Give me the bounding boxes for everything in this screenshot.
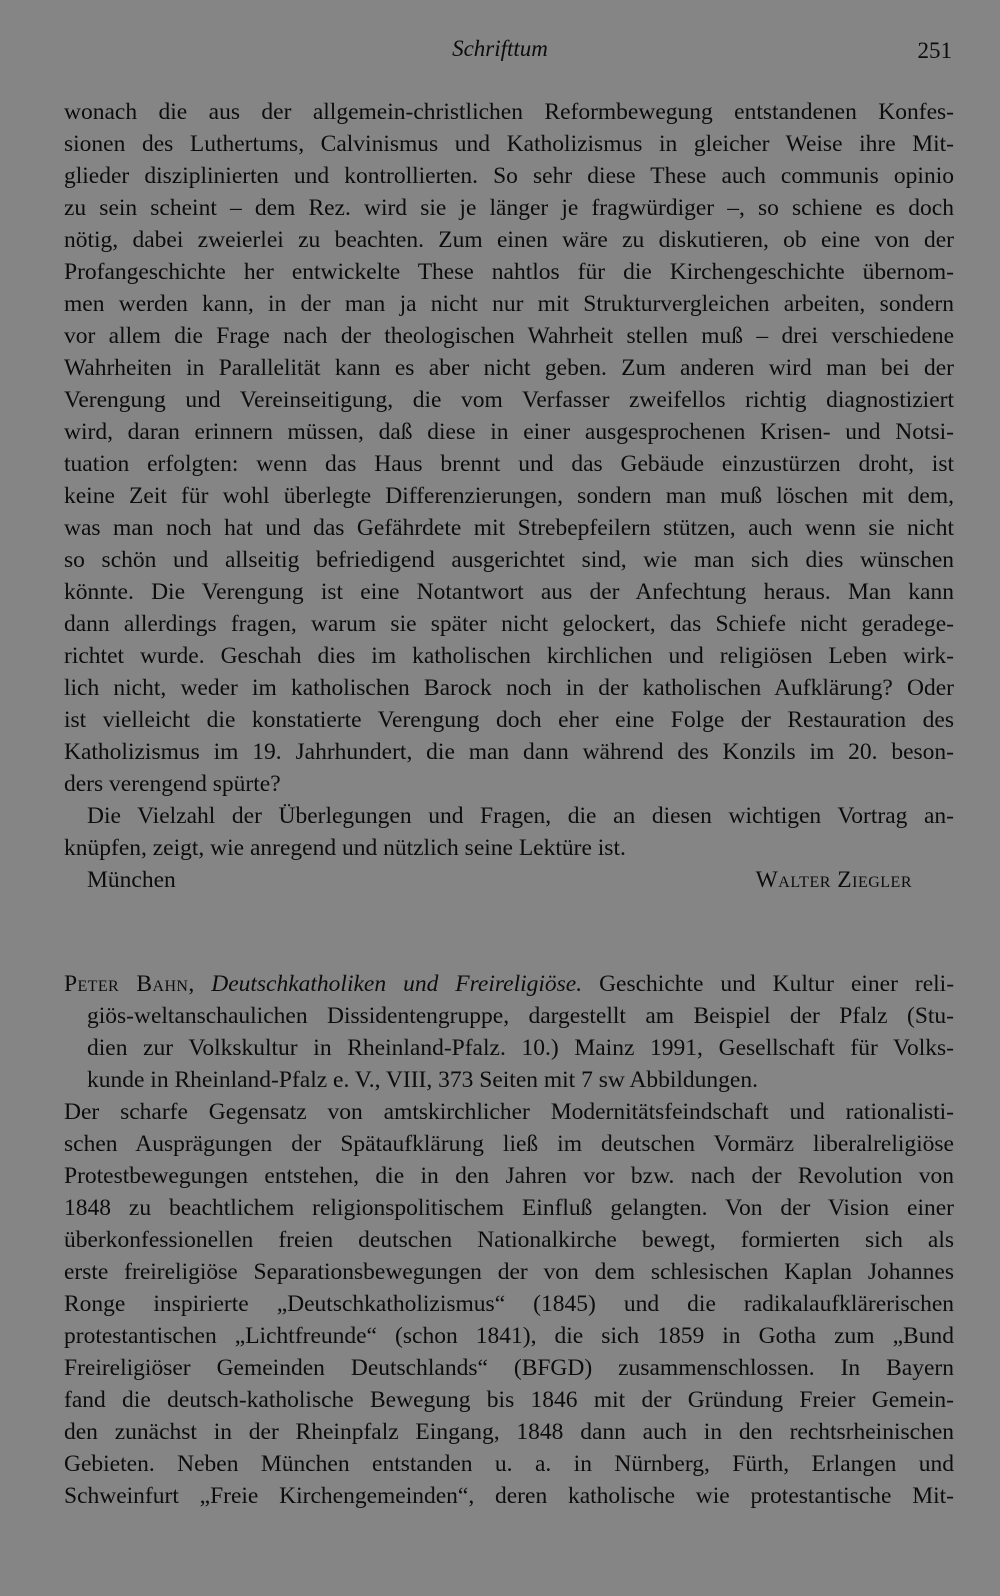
text-line: wonach die aus der allgemein-christlichen Reformbewegung entstandenen Konfes-	[64, 99, 954, 125]
text-line: so schön und allseitig befriedigend ausgerichtet sind, wie man sich dies wünschen	[64, 547, 954, 573]
text-line: was man noch hat und das Gefährdete mit Strebepfeilern stützen, auch wenn sie nicht	[64, 515, 954, 541]
page-number: 251	[917, 38, 952, 63]
text-line: erste freireligiöse Separationsbewegungen der von dem schlesischen Kaplan Johannes	[64, 1259, 954, 1285]
text-line: Schweinfurt „Freie Kirchengemeinden“, deren katholische wie protestantische Mit-	[64, 1483, 954, 1509]
text-line: zu sein scheint – dem Rez. wird sie je länger je fragwürdiger –, so schiene es doch	[64, 195, 954, 221]
text-line: sionen des Luthertums, Calvinismus und Katholizismus in gleicher Weise ihre Mit-	[64, 131, 954, 157]
text-line: Verengung und Vereinseitigung, die vom Verfasser zweifellos richtig diagnostiziert	[64, 387, 954, 413]
text-line: ist vielleicht die konstatierte Verengung doch eher eine Folge der Restauration des	[64, 707, 954, 733]
text-line: fand die deutsch-katholische Bewegung bis 1846 mit der Gründung Freier Gemein-	[64, 1387, 954, 1413]
text-line: nötig, dabei zweierlei zu beachten. Zum einen wäre zu diskutieren, ob eine von der	[64, 227, 954, 253]
text-line: knüpfen, zeigt, wie anregend und nützlich seine Lektüre ist.	[64, 835, 626, 861]
text-line: men werden kann, in der man ja nicht nur mit Strukturvergleichen arbeiten, sondern	[64, 291, 954, 317]
review-signature	[64, 864, 954, 896]
text-line: Die Vielzahl der Überlegungen und Fragen, die an diesen wichtigen Vortrag an-	[87, 803, 954, 829]
text-line: schen Ausprägungen der Spätaufklärung ließ im deutschen Vormärz liberalreligiöse	[64, 1131, 954, 1157]
text-line: Gebieten. Neben München entstanden u. a. in Nürnberg, Fürth, Erlangen und	[64, 1451, 954, 1477]
citation-first-line: Peter Bahn, Deutschkatholiken und Freireligiöse. Geschichte und Kultur einer reli-	[64, 971, 954, 997]
text-line: glieder disziplinierten und kontrollierten. So sehr diese These auch communis opinio	[64, 163, 954, 189]
review-citation	[64, 968, 954, 1096]
text-line: Katholizismus im 19. Jahrhundert, die man dann während des Konzils im 20. beson-	[64, 739, 954, 765]
text-line: lich nicht, weder im katholischen Barock noch in der katholischen Aufklärung? Oder	[64, 675, 954, 701]
review-city: München	[87, 867, 176, 893]
text-line: den zunächst in der Rheinpfalz Eingang, 1848 dann auch in den rechtsrheinischen	[64, 1419, 954, 1445]
text-line: Protestbewegungen entstehen, die in den Jahren vor bzw. nach der Revolution von	[64, 1163, 954, 1189]
text-line: ders verengend spürte?	[64, 771, 281, 797]
text-line: überkonfessionellen freien deutschen Nationalkirche bewegt, formierten sich als	[64, 1227, 954, 1253]
citation-line: kunde in Rheinland-Pfalz e. V., VIII, 373 Seiten mit 7 sw Abbildungen.	[87, 1067, 758, 1093]
citation-text: Geschichte und Kultur einer reli-	[582, 971, 954, 997]
text-line: Profangeschichte her entwickelte These nahtlos für die Kirchengeschichte übernom-	[64, 259, 954, 285]
text-line: keine Zeit für wohl überlegte Differenzierungen, sondern man muß löschen mit dem,	[64, 483, 954, 509]
text-line: könnte. Die Verengung ist eine Notantwort aus der Anfechtung heraus. Man kann	[64, 579, 954, 605]
text-line: 1848 zu beachtlichem religionspolitischem Einfluß gelangten. Von der Vision einer	[64, 1195, 954, 1221]
text-line: protestantischen „Lichtfreunde“ (schon 1841), die sich 1859 in Gotha zum „Bund	[64, 1323, 954, 1349]
text-line: Ronge inspirierte „Deutschkatholizismus“ (1845) und die radikalaufklärerischen	[64, 1291, 954, 1317]
book-title: Deutschkatholiken und Freireligiöse.	[211, 971, 583, 997]
citation-line: giös-weltanschaulichen Dissidentengruppe, dargestellt am Beispiel der Pfalz (Stu-	[87, 1003, 954, 1029]
running-title: Schrifttum	[452, 36, 548, 61]
review-body	[64, 1096, 954, 1512]
text-line: Der scharfe Gegensatz von amtskirchlicher Modernitätsfeindschaft und rationalisti-	[64, 1099, 954, 1125]
reviewer-name: Walter Ziegler	[755, 867, 912, 893]
text-line: Freireligiöser Gemeinden Deutschlands“ (BFGD) zusammenschlossen. In Bayern	[64, 1355, 954, 1381]
text-line: wird, daran erinnern müssen, daß diese in einer ausgesprochenen Krisen- und Notsi-	[64, 419, 954, 445]
running-header	[0, 30, 1000, 70]
text-line: tuation erfolgten: wenn das Haus brennt und das Gebäude einzustürzen droht, ist	[64, 451, 954, 477]
text-line: richtet wurde. Geschah dies im katholischen kirchlichen und religiösen Leben wirk-	[64, 643, 954, 669]
text-line: Wahrheiten in Parallelität kann es aber nicht geben. Zum anderen wird man bei der	[64, 355, 954, 381]
review-continuation	[64, 96, 954, 896]
text-line: vor allem die Frage nach der theologischen Wahrheit stellen muß – drei verschiedene	[64, 323, 954, 349]
text-line: dann allerdings fragen, warum sie später nicht gelockert, das Schiefe nicht geradege-	[64, 611, 954, 637]
citation-line: dien zur Volkskultur in Rheinland-Pfalz. 10.) Mainz 1991, Gesellschaft für Volks-	[87, 1035, 954, 1061]
book-author: Peter Bahn	[64, 971, 189, 997]
